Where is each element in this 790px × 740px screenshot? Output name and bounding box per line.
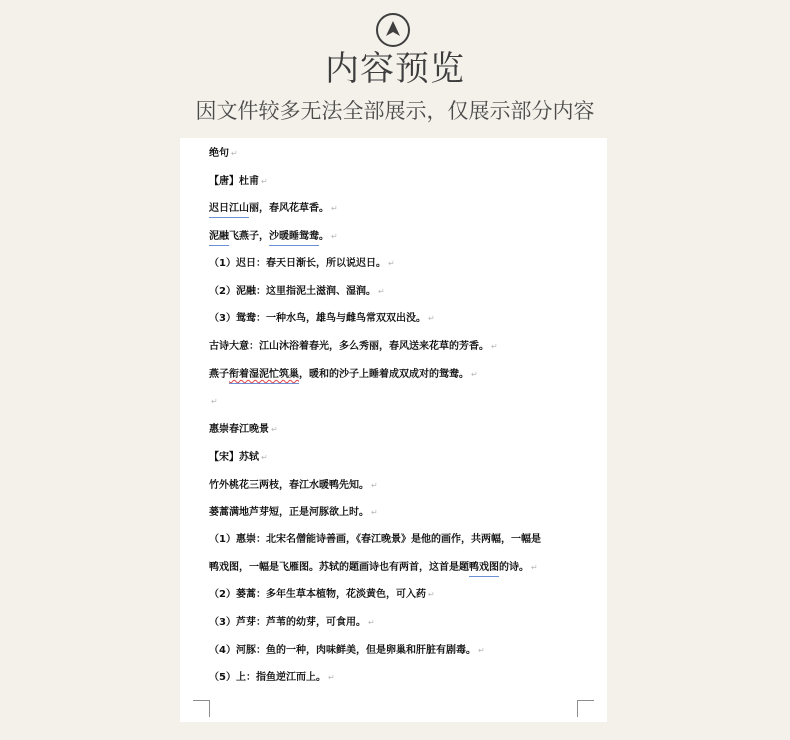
line-text: （1）惠崇：北宋名僧能诗善画，《春江晚景》是他的画作，共两幅，一幅是: [209, 534, 541, 545]
document-line: [209, 613, 375, 633]
page-corner-bottom-right: [577, 700, 594, 717]
paragraph-mark-icon: ↵: [531, 563, 538, 572]
document-line: [209, 641, 485, 661]
document-line: [209, 172, 268, 192]
document-line: [209, 420, 278, 440]
page-corner-bottom-left: [193, 700, 210, 717]
paragraph-mark-icon: ↵: [331, 232, 338, 241]
grammar-underline: 泥融: [209, 229, 229, 246]
paragraph-mark-icon: ↵: [477, 646, 485, 655]
line-text: ，暖和的沙子上睡着成双成对的鸳鸯。: [299, 369, 469, 380]
line-text: 绝句: [209, 148, 229, 159]
line-text: 飞燕子，: [229, 231, 269, 242]
paragraph-mark-icon: ↵: [271, 425, 278, 434]
line-text: （4）河豚：鱼的一种，肉味鲜美，但是卵巢和肝脏有剧毒。: [209, 645, 476, 656]
line-text: 蒌蒿满地芦芽短，正是河豚欲上时。: [209, 507, 369, 518]
line-text: 丽，春风花草香。: [249, 203, 329, 214]
line-text: （2）泥融：这里指泥土滋润、湿润。: [209, 286, 376, 297]
line-text: （1）迟日：春天日渐长，所以说迟日。: [209, 258, 386, 269]
up-arrow-logo-icon: [376, 13, 410, 47]
document-line: [209, 282, 385, 302]
document-line: [209, 448, 268, 468]
paragraph-mark-icon: ↵: [371, 508, 378, 517]
line-text: （3）芦芽：芦苇的幼芽，可食用。: [209, 617, 366, 628]
document-line: [209, 254, 395, 274]
paragraph-mark-icon: ↵: [231, 149, 238, 158]
paragraph-mark-icon: ↵: [387, 259, 395, 268]
paragraph-mark-icon: ↵: [367, 618, 375, 627]
line-text: 的诗。: [499, 562, 529, 573]
document-page: [180, 138, 607, 722]
grammar-underline: 沙暖睡鸳鸯: [269, 229, 319, 246]
line-text: 鸭戏图，一幅是飞雁图。苏轼的题画诗也有两首，这首是题: [209, 562, 469, 573]
paragraph-mark-icon: ↵: [211, 397, 218, 406]
document-line: [209, 668, 335, 688]
paragraph-mark-icon: ↵: [427, 314, 435, 323]
document-line: [209, 309, 435, 329]
paragraph-mark-icon: ↵: [377, 287, 385, 296]
document-line: [209, 199, 338, 219]
paragraph-mark-icon: ↵: [261, 177, 268, 186]
preview-header: [0, 0, 790, 138]
document-line: [209, 503, 378, 523]
line-text: （3）鸳鸯：一种水鸟，雄鸟与雌鸟常双双出没。: [209, 313, 426, 324]
document-line: [209, 227, 338, 247]
spelling-underline: 衔着湿泥忙筑巢: [229, 367, 299, 384]
paragraph-mark-icon: ↵: [471, 370, 478, 379]
line-text: （2）蒌蒿：多年生草本植物，花淡黄色，可入药: [209, 589, 426, 600]
paragraph-mark-icon: ↵: [427, 590, 435, 599]
line-text: 竹外桃花三两枝，春江水暖鸭先知。: [209, 480, 369, 491]
line-text: 燕子: [209, 369, 229, 380]
document-line: [209, 144, 238, 164]
paragraph-mark-icon: ↵: [327, 673, 335, 682]
document-line: [209, 365, 478, 385]
paragraph-mark-icon: ↵: [491, 342, 498, 351]
grammar-underline: 鸭戏图: [469, 560, 499, 577]
paragraph-mark-icon: ↵: [371, 481, 378, 490]
line-text: 惠崇春江晚景: [209, 424, 269, 435]
document-line: [209, 392, 218, 412]
document-line: [209, 585, 435, 605]
grammar-underline: 迟日江山: [209, 201, 249, 218]
document-line: [209, 337, 498, 357]
line-text: 古诗大意：江山沐浴着春光，多么秀丽，春风送来花草的芳香。: [209, 341, 489, 352]
document-line: [209, 530, 541, 550]
paragraph-mark-icon: ↵: [331, 204, 338, 213]
line-text: 。: [319, 231, 329, 242]
line-text: 【唐】杜甫: [209, 176, 259, 187]
line-text: 【宋】苏轼: [209, 452, 259, 463]
document-line: [209, 476, 378, 496]
paragraph-mark-icon: ↵: [261, 453, 268, 462]
page-title: 内容预览: [325, 49, 465, 89]
line-text: （5）上：指鱼逆江而上。: [209, 672, 326, 683]
preview-notice: 因文件较多无法全部展示，仅展示部分内容: [195, 99, 595, 123]
document-line: [209, 558, 538, 578]
